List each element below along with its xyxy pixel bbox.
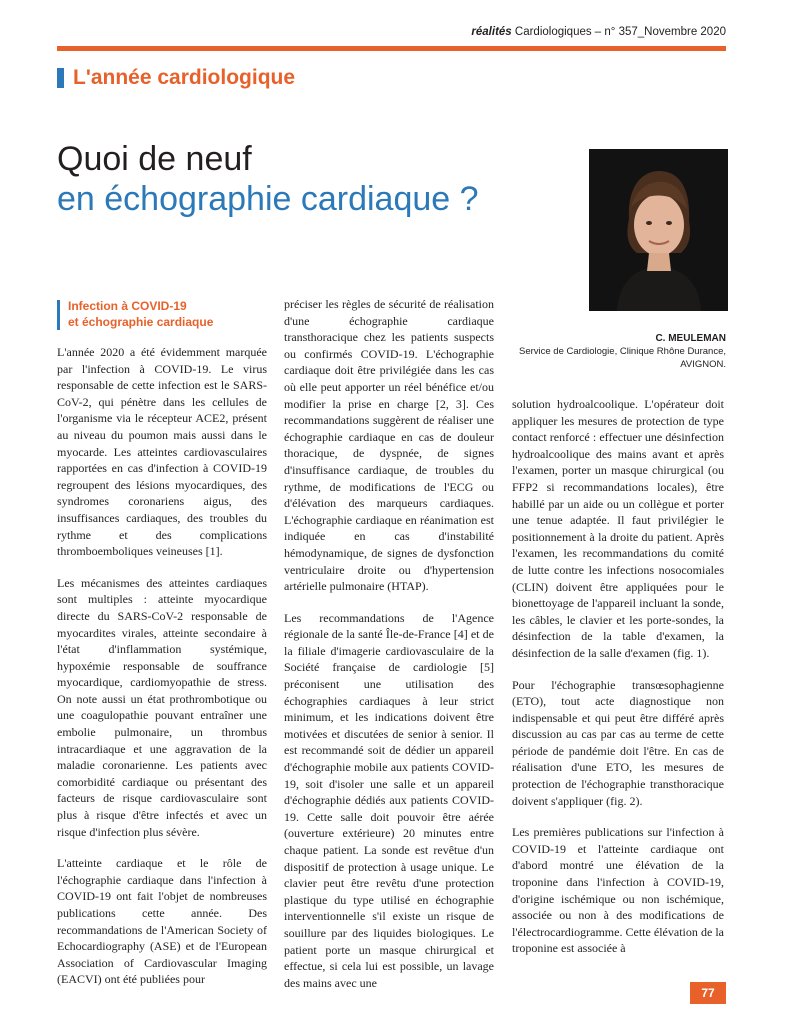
author-affiliation: Service de Cardiologie, Clinique Rhône Durance, <box>518 346 726 357</box>
article-title-line1: Quoi de neuf <box>57 140 252 178</box>
header-rule <box>57 46 726 51</box>
author-block <box>519 332 726 371</box>
paragraph: Les recommandations de l'Agence régionale de la santé Île-de-France [4] et de la filiale d'imagerie cardiovasculaire de la Société française de cardiologie [5] préconisent une utilisation des échographies cardiaques à leur strict minimum, et les indications doivent être motivées et discutées de senior à senior. Il est recommandé soit de dédier un appareil d'échographie mobile aux patients COVID-19, soit d'isoler une salle et un appareil d'échographie dédiés aux patients COVID-19. Cette salle doit pouvoir être aérée (ouverture extérieure) 20 minutes entre chaque patient. La sonde est revêtue d'un dispositif de protection à usage unique. Le clavier peut être revêtu d'une protection plastique du type utilisé en échographie interventionnelle s'il existe un risque de souillure par des liquides biologiques. Le patient porte un masque chirurgical et effectue, si cela lui est possible, un lavage des mains avec une <box>284 610 494 990</box>
paragraph: L'année 2020 a été évidemment marquée par l'infection à COVID-19. Le virus responsable de cette infection est le SARS-CoV-2, qui pénètre dans les cellules de l'organisme via le récepteur ACE2, présent au niveau du poumon mais aussi dans le myocarde. Les atteintes cardiovasculaires rapportées en cas d'infection à COVID-19 regroupent des lésions myocardiques, des syndromes coronariens aigus, des insuffisances cardiaques, des troubles du rythme et des complications thromboemboliques veineuses [1]. <box>57 345 267 559</box>
subheading-line1: Infection à COVID-19 <box>68 299 187 313</box>
subheading-line2: et échographie cardiaque <box>68 315 214 329</box>
section-label: L'année cardiologique <box>73 66 296 89</box>
journal-name: réalités <box>471 26 512 38</box>
paragraph: Les mécanismes des atteintes cardiaques sont multiples : atteinte myocardique directe du SARS-CoV-2 responsable de myocardites virales, atteinte secondaire à l'état d'inflammation systémique, hypoxémie responsable de souffrance myocardique, cardiomyopathie de stress. On note aussi un état prothrombotique ou une coagulopathie pouvant entraîner une embolie pulmonaire, un thrombus intracardiaque et une aggravation de la maladie coronarienne. Les patients avec comorbidité cardiaque ou présentant des facteurs de risque cardiovasculaire sont plus à risque d'être infectés et avec un risque d'infection plus sévère. <box>57 575 267 839</box>
author-name: C. MEULEMAN <box>655 333 726 344</box>
paragraph: Les premières publications sur l'infection à COVID-19 et l'atteinte cardiaque ont d'abord montré une élévation de la troponine dans l'infection à COVID-19, d'origine ischémique ou non ischémique, associée ou non à des modifications de l'électrocardiogramme. Cette élévation de la troponine est associée à <box>512 825 724 956</box>
author-city: AVIGNON. <box>680 359 726 370</box>
subheading <box>57 298 268 330</box>
text-column-1 <box>57 344 267 1003</box>
paragraph: L'atteinte cardiaque et le rôle de l'échographie cardiaque dans l'infection à COVID-19 ont fait l'objet de nombreuses publications cette année. Des recommandations de l'American Society of Echocardiography (ASE) et de l'European Association of Cardiovascular Imaging (EACVI) ont été publiées pour <box>57 856 267 987</box>
section-header <box>57 66 295 90</box>
running-header <box>471 26 726 38</box>
issue-info: Cardiologiques – n° 357_Novembre 2020 <box>514 26 726 38</box>
subheading-marker <box>57 300 60 330</box>
page-number: 77 <box>690 982 726 1004</box>
article-title-line2: en échographie cardiaque ? <box>57 180 479 218</box>
author-photo <box>589 149 728 311</box>
text-column-3 <box>512 396 724 972</box>
paragraph: Pour l'échographie transœsophagienne (ETO), tout acte diagnostique non indispensable et qui peut être différé après discussion au cas par cas au terme de cette période de pandémie doit l'être. En cas de réalisation d'une ETO, les mesures de protection de l'échographie transthoracique doivent s'appliquer (fig. 2). <box>512 677 724 808</box>
section-marker <box>57 68 64 88</box>
paragraph: solution hydroalcoolique. L'opérateur doit appliquer les mesures de protection de type contact renforcé : effectuer une désinfection hydroalcoolique des mains avant et après l'examen, porter un masque chirurgical (ou FFP2 si recommandations locales), être habillé par un aide ou un collègue et porter une tenue adaptée. Il faut privilégier le positionnement à la droite du patient. Après l'examen, les recommandations du comité de lutte contre les infections nosocomiales (CLIN) doivent être appliquées pour le bionettoyage de l'appareil incluant la sonde, les câbles, le clavier et les porte-sondes, la désinfection de la table d'examen, la désinfection de la salle d'examen (fig. 1). <box>512 397 724 660</box>
paragraph: préciser les règles de sécurité de réalisation d'une échographie cardiaque transthoracique chez les patients suspects ou confirmés COVID-19. L'échographie cardiaque doit être privilégiée dans les cas où elle peut apporter un réel bénéfice et/ou modifier la prise en charge [2, 3]. Ces recommandations suggèrent de réaliser une échographie cardiaque en cas de douleur thoracique, de dyspnée, de signes d'insuffisance cardiaque, de troubles du rythme, de modifications de l'ECG ou d'élévation des marqueurs cardiaques. L'échographie cardiaque en réanimation est indiquée en cas d'instabilité hémodynamique, de signes de dysfonction ventriculaire droite ou d'hypertension artérielle pulmonaire (HTAP). <box>284 297 494 594</box>
text-column-2 <box>284 296 494 1006</box>
